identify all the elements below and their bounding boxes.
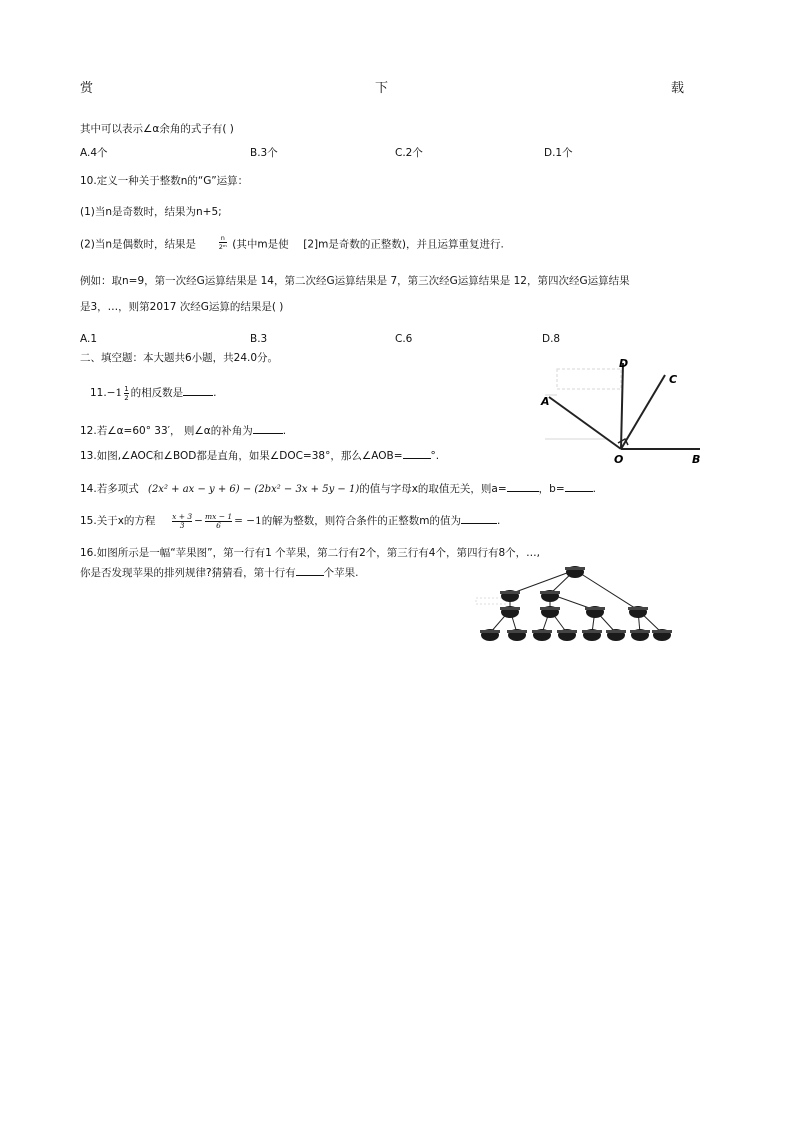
header-left: 赏: [80, 81, 94, 96]
apple-icon: [540, 606, 560, 618]
q16-answer-blank[interactable]: [296, 564, 324, 576]
q16-end: 个苹果.: [323, 567, 359, 579]
q10-fraction-denominator: 2ᵐ: [218, 243, 227, 251]
q10-fraction-numerator: n: [220, 234, 225, 242]
q10-option-c: C.6: [395, 333, 413, 345]
apple-icon: [582, 629, 602, 641]
q14-end: .: [592, 483, 596, 495]
apple-icon: [606, 629, 626, 641]
apple-tree-branch: [575, 570, 638, 610]
q14-answer-blank-a[interactable]: [507, 480, 539, 492]
angle-aoc-bod-figure: [535, 355, 710, 467]
q10-stem: 10.定义一种关于整数n的“G”运算：: [80, 175, 249, 187]
q13-answer-blank[interactable]: [403, 447, 431, 459]
q10-option-a: A.1: [80, 333, 98, 345]
q11-suffix: 的相反数是: [130, 387, 184, 399]
section2-title: 二、填空题：本大题共6小题，共24.0分。: [80, 352, 279, 364]
q10-rule2-bracket: [2]m是奇数的正整数)，并且运算重复进行.: [303, 238, 504, 251]
ray-oc: [621, 375, 665, 449]
q9-option-a: A.4个: [80, 147, 108, 159]
q10-example-line1: 例如：取n=9，第一次经G运算结果是 14，第二次经G运算结果是 7，第三次经G运算结果是 12，第四次经G运算结果: [80, 275, 630, 287]
q12-text: 12.若∠α=60° 33′， 则∠α的补角为: [80, 425, 253, 437]
q15-answer-blank[interactable]: [461, 512, 497, 524]
ray-oa: [549, 397, 621, 449]
q13-end: °.: [430, 450, 440, 462]
q9-option-c: C.2个: [395, 147, 423, 159]
q10-rule2: [80, 236, 504, 253]
q9-option-d: D.1个: [544, 147, 573, 159]
q11-end: .: [213, 387, 217, 399]
apple-tree-branch: [510, 570, 575, 594]
label-o: O: [614, 453, 624, 466]
q11-fraction-numerator: 1: [124, 384, 129, 393]
q15-fraction-1: [172, 513, 192, 530]
q12-answer-blank[interactable]: [253, 422, 283, 434]
q14-polynomial: (2x² + ax − y + 6) − (2bx² − 3x + 5y − 1): [148, 484, 360, 495]
q15-suffix: 的解为整数，则符合条件的正整数m的值为: [261, 515, 462, 527]
q10-rule2-b: (其中m是使: [232, 238, 289, 251]
q15: [80, 512, 500, 530]
q11-answer-blank[interactable]: [183, 384, 213, 396]
q14: [80, 480, 596, 496]
q15-minus: −: [194, 515, 203, 527]
header-center: 下: [375, 81, 389, 96]
header-right: 载: [671, 81, 685, 96]
q10-rule2-a: (2)当n是偶数时，结果是: [80, 238, 197, 251]
q14-suffix: 的值与字母x的取值无关，则a=: [359, 483, 507, 495]
q15-fraction-1-denominator: 3: [172, 521, 192, 530]
q14-answer-blank-b[interactable]: [565, 480, 593, 492]
apple-tree-figure: [470, 558, 675, 648]
q11-prefix: 11.: [90, 387, 107, 399]
q9-option-b: B.3个: [250, 147, 278, 159]
apple-icon: [630, 629, 650, 641]
q13-text: 13.如图,∠AOC和∠BOD都是直角，如果∠DOC=38°，那么∠AOB=: [80, 450, 403, 462]
q12: [80, 422, 286, 438]
q10-option-b: B.3: [250, 333, 268, 345]
q16-line2-text: 你是否发现苹果的排列规律?猜猜看，第十行有: [80, 567, 296, 579]
apple-icon: [500, 606, 520, 618]
q15-fraction-2-denominator: 6: [205, 521, 232, 530]
q11-fraction: [124, 385, 128, 402]
q16-line2: [80, 564, 358, 580]
q15-fraction-2-numerator: mx − 1: [204, 511, 233, 521]
apple-icon: [585, 606, 605, 618]
q13: [80, 447, 439, 463]
q11: [90, 384, 217, 402]
q15-prefix: 15.关于x的方程: [80, 515, 156, 527]
apple-icon: [557, 629, 577, 641]
label-b: B: [692, 453, 701, 466]
q14-prefix: 14.若多项式: [80, 483, 139, 495]
q15-fraction-1-numerator: x + 3: [172, 511, 193, 521]
q10-example-line2: 是3，…，则第2017 次经G运算的结果是( ): [80, 301, 284, 313]
apple-icon: [480, 629, 500, 641]
q15-fraction-2: [205, 513, 232, 530]
q11-fraction-denominator: 2: [124, 393, 129, 402]
q10-option-d: D.8: [542, 333, 561, 345]
q16-line1: 16.如图所示是一幅“苹果图”，第一行有1 个苹果，第二行有2个，第三行有4个，第四行有8个，…,: [80, 547, 540, 559]
apple-icon: [532, 629, 552, 641]
apple-icon: [500, 590, 520, 602]
apple-icon: [540, 590, 560, 602]
q12-end: .: [282, 425, 287, 437]
q11-math: −1: [106, 387, 123, 399]
q15-end: .: [497, 515, 501, 527]
q10-rule1: (1)当n是奇数时，结果为n+5;: [80, 206, 222, 218]
label-c: C: [669, 373, 678, 386]
q9-stem: 其中可以表示∠α余角的式子有( ): [80, 123, 234, 135]
q14-mid: ，b=: [538, 483, 565, 495]
q10-rule2-fraction: [219, 234, 227, 251]
apple-icon: [652, 629, 672, 641]
label-a: A: [541, 395, 550, 408]
label-d: D: [619, 357, 629, 370]
figure-artifact-box: [557, 369, 621, 389]
apple-icon: [507, 629, 527, 641]
figure-artifact-box: [476, 598, 506, 604]
q15-equals: = −1: [234, 515, 262, 527]
